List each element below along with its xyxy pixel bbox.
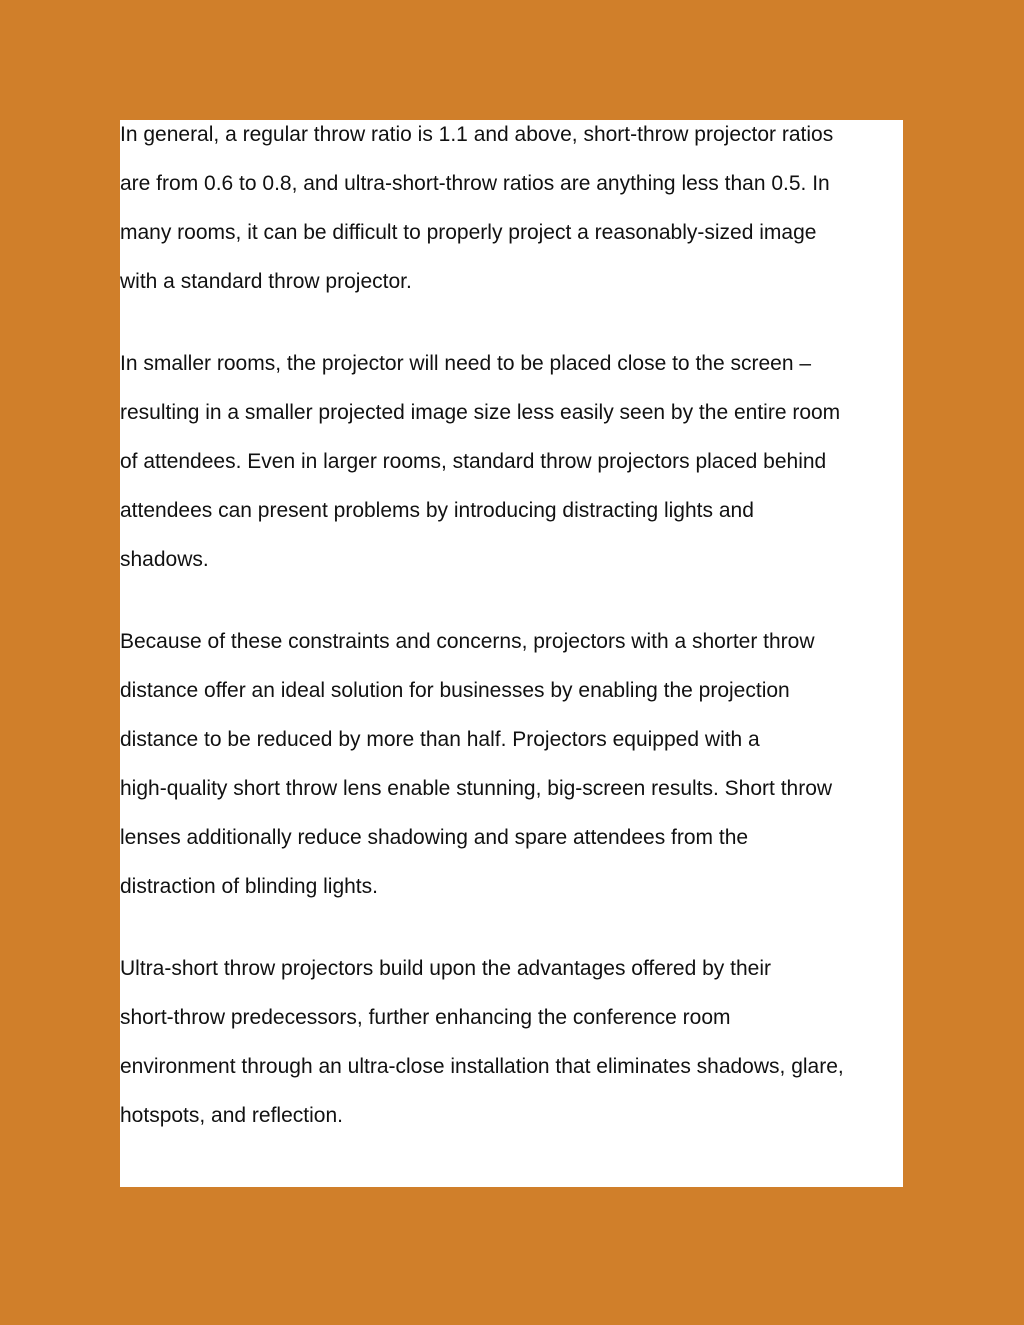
document-page [120,120,903,1187]
paragraph-constraints: Because of these constraints and concerns, projectors with a shorter throw distance offer an ideal solution for businesses by enabling the projection distance to be reduced by more than half. Projectors equipped with a high-quality short throw lens enable stunning, big-screen results. Short throw lenses additionally reduce shadowing and spare attendees from the distraction of blinding lights. [120,630,833,898]
paragraph-smaller-rooms: In smaller rooms, the projector will need to be placed close to the screen – resulting in a smaller projected image size less easily seen by the entire room of attendees. Even in larger rooms, standard throw projectors placed behind attendees can present problems by introducing distracting lights and shadows. [120,352,841,571]
paragraph-throw-ratios: In general, a regular throw ratio is 1.1 and above, short-throw projector ratios are from 0.6 to 0.8, and ultra-short-throw ratios are anything less than 0.5. In many rooms, it can be difficult to properly project a reasonably-sized image with a standard throw projector. [120,123,834,293]
paragraph-ultra-short-throw: Ultra-short throw projectors build upon the advantages offered by their short-throw predecessors, further enhancing the conference room environment through an ultra-close installation that eliminates shadows, glare, hotspots, and reflection. [120,957,844,1127]
